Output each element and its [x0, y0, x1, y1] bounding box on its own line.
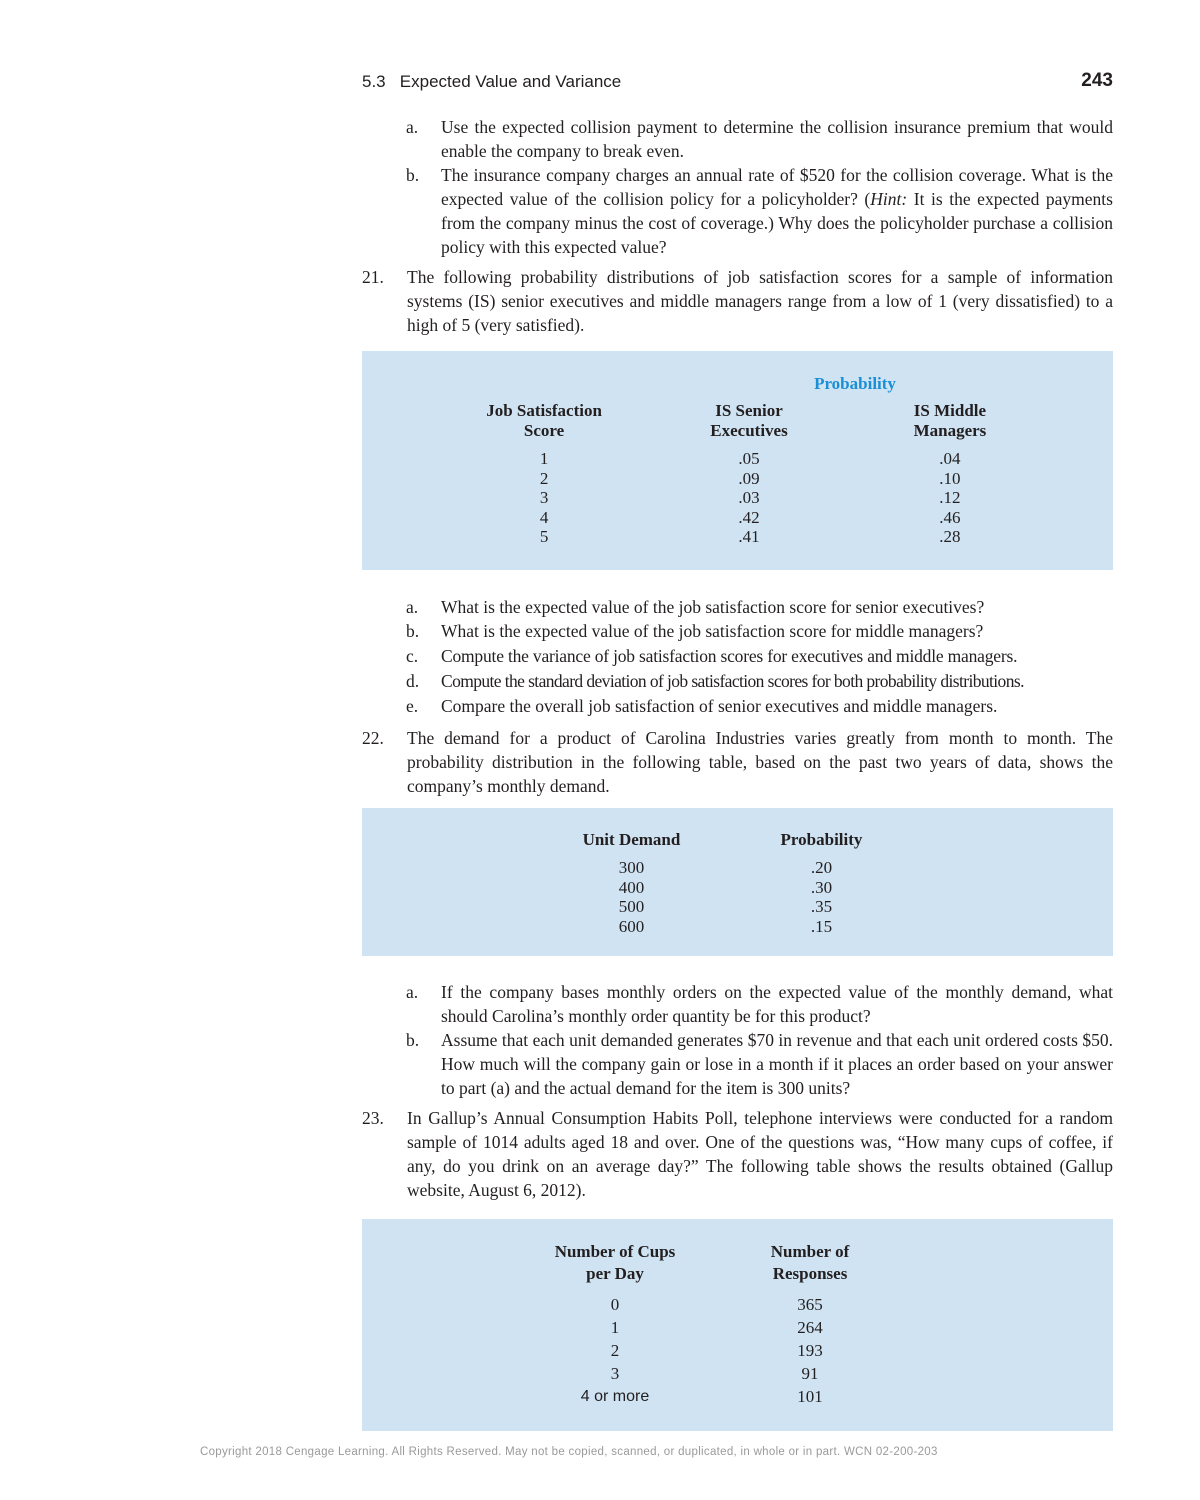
- part-text: If the company bases monthly orders on the expected value of the monthly demand, what should Carolina’s monthly order quantity be for this product?: [441, 982, 1113, 1026]
- q20-part-a: [406, 115, 1113, 163]
- table-row: 400 .30: [618, 877, 833, 897]
- table-row: 600 .15: [618, 916, 833, 936]
- question-21: [362, 265, 1113, 337]
- part-label: d.: [406, 671, 420, 691]
- part-text: Assume that each unit demanded generates $70 in revenue and that each unit ordered costs $50. How much will the company gain or lose in a month if it places an order based on your answer to part (a) and the actual demand for the item is 300 units?: [441, 1030, 1113, 1098]
- table-row: 3 .03 .12: [539, 488, 961, 507]
- q22-part-a: [406, 980, 1113, 1028]
- unit-demand-table: [572, 830, 902, 936]
- table-row: 5 .41 .28: [539, 527, 961, 546]
- part-label: c.: [406, 646, 419, 666]
- table-row: 2 193: [610, 1341, 823, 1360]
- probability-group-heading: Probability: [814, 374, 896, 393]
- table-row: 1 264: [610, 1318, 823, 1337]
- coffee-cups-table-panel: [362, 1219, 1113, 1431]
- unit-demand-table-panel: [362, 808, 1113, 956]
- page-header: [362, 72, 1113, 98]
- part-text: What is the expected value of the job satisfaction score for middle managers?: [441, 621, 984, 641]
- table-row: 3 91: [610, 1364, 819, 1383]
- question-number: 21.: [362, 267, 384, 287]
- column-header-senior: IS Senior Executives: [710, 401, 788, 440]
- table-row: 4 or more 101: [580, 1387, 823, 1406]
- column-header-probability: Probability: [780, 830, 863, 849]
- part-label: b.: [406, 1030, 420, 1050]
- question-text: The following probability distributions of job satisfaction scores for a sample of information systems (IS) senior executives and middle managers range from a low of 1 (very dissatisfied) to a high of 5 (very satisfied).: [407, 267, 1113, 335]
- table-row: 1 .05 .04: [539, 449, 961, 468]
- part-label: a.: [406, 597, 419, 617]
- part-text: Compute the standard deviation of job satisfaction scores for both probability distributions.: [441, 671, 1024, 691]
- table-header-row: [572, 830, 902, 854]
- q21-part-a: [406, 595, 1113, 619]
- q22-part-b: [406, 1028, 1113, 1100]
- part-text: Use the expected collision payment to determine the collision insurance premium that would enable the company to break even.: [441, 117, 1113, 161]
- job-satisfaction-table-panel: [362, 351, 1113, 570]
- table-row: 500 .35: [618, 897, 833, 916]
- section-title: 5.3 Expected Value and Variance: [362, 72, 622, 91]
- hint-word: Hint:: [870, 189, 908, 209]
- table-row: 2 .09 .10: [539, 468, 961, 488]
- table-row: 0 365: [610, 1295, 823, 1314]
- table-row: 4 .42 .46: [539, 507, 961, 527]
- q21-part-d: [406, 669, 1113, 693]
- column-header-middle: IS Middle Managers: [913, 401, 987, 440]
- part-text: Compare the overall job satisfaction of senior executives and middle managers.: [441, 696, 998, 716]
- job-satisfaction-table: [465, 401, 1025, 547]
- part-text: Compute the variance of job satisfaction scores for executives and middle managers.: [441, 646, 1018, 666]
- part-label: a.: [406, 117, 419, 137]
- table-header-row: [542, 1241, 882, 1293]
- question-text: In Gallup’s Annual Consumption Habits Poll, telephone interviews were conducted for a random sample of 1014 adults aged 18 and over. One of the questions was, “How many cups of coffee, if any, do you drink on an average day?” The following table shows the results obtained (Gallup website, August 6, 2012).: [407, 1108, 1113, 1200]
- column-header-unit-demand: Unit Demand: [582, 830, 681, 849]
- table-header-row: [465, 401, 1025, 445]
- q21-part-e: [406, 694, 1113, 718]
- column-header-responses: Number of Responses: [770, 1242, 850, 1283]
- question-text: The demand for a product of Carolina Industries varies greatly from month to month. The probability distribution in the following table, based on the past two years of data, shows the company’s monthly demand.: [407, 728, 1113, 796]
- copyright-footer: Copyright 2018 Cengage Learning. All Rights Reserved. May not be copied, scanned, or duplicated, in whole or in part. WCN 02-200-203: [200, 1446, 938, 1458]
- page-number: 243: [1081, 70, 1113, 91]
- part-label: b.: [406, 165, 420, 185]
- question-23: [362, 1106, 1113, 1202]
- column-header-score: Job Satisfaction Score: [486, 401, 602, 440]
- part-label: e.: [406, 696, 419, 716]
- question-number: 23.: [362, 1108, 384, 1128]
- part-text: The insurance company charges an annual rate of $520 for the collision coverage. What is the expected value of the collision policy for a policyholder? (Hint: It is the expected payments from the company minus the cost of coverage.) Why does the policyholder purchase a collision policy with this expected value?: [441, 165, 1113, 257]
- part-label: b.: [406, 621, 420, 641]
- table-row: 300 .20: [618, 858, 833, 877]
- q20-part-b: [406, 163, 1113, 259]
- question-number: 22.: [362, 728, 384, 748]
- part-text: What is the expected value of the job satisfaction score for senior executives?: [441, 597, 985, 617]
- part-label: a.: [406, 982, 419, 1002]
- question-22: [362, 726, 1113, 798]
- coffee-cups-table: [542, 1241, 882, 1408]
- q21-part-c: [406, 644, 1113, 668]
- column-header-cups-per-day: Number of Cups per Day: [554, 1242, 676, 1283]
- q21-part-b: [406, 619, 1113, 643]
